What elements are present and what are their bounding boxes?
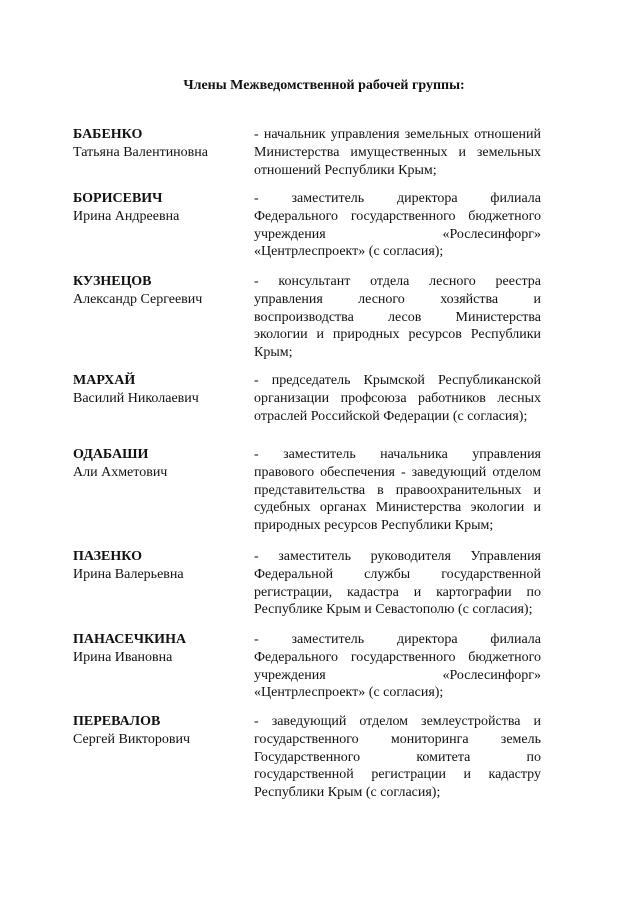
member-role [254, 713, 541, 802]
member-surname: ПЕРЕВАЛОВ [73, 714, 161, 729]
member-given-names: Ирина Валерьевна [73, 566, 184, 582]
member-person [73, 713, 243, 749]
member-surname: ПАЗЕНКО [73, 549, 142, 564]
member-role-line: - начальник управления земельных отношений [254, 127, 541, 142]
member-role [254, 372, 541, 425]
member-role [254, 126, 541, 179]
member-role-line: «Центрлеспроект» (с согласия); [254, 685, 444, 701]
member-person [73, 190, 243, 226]
member-role-line: - председатель Крымской Республиканской [254, 373, 541, 388]
member-role-line: государственной регистрации и кадастру [254, 767, 541, 783]
member-person [73, 372, 243, 408]
member-role-line: природных ресурсов Республики Крым; [254, 518, 494, 534]
member-given-names: Али Ахметович [73, 464, 168, 480]
member-role-line: Крым; [254, 345, 293, 361]
member-role [254, 548, 541, 619]
member-role-line: Федерального государственного бюджетного [254, 649, 541, 665]
member-person [73, 631, 243, 667]
member-given-names: Александр Сергеевич [73, 291, 203, 307]
member-person [73, 446, 243, 482]
member-role-line: - заместитель директора филиала [254, 191, 541, 206]
member-role-line: правового обеспечения - заведующий отделом [254, 464, 541, 480]
member-role [254, 273, 541, 362]
member-role-line: - заведующий отделом землеустройства и [254, 714, 541, 729]
member-surname: ПАНАСЕЧКИНА [73, 632, 187, 647]
member-given-names: Ирина Ивановна [73, 649, 173, 665]
member-role-line: отношений Республики Крым; [254, 162, 437, 178]
member-role-line: Республики Крым (с согласия); [254, 785, 441, 801]
member-role-line: учреждения «Рослесинфорг» [254, 226, 541, 242]
member-role-line: экологии и природных ресурсов Республики [254, 327, 541, 343]
member-role-line: - заместитель директора филиала [254, 632, 541, 647]
document-title: Члены Межведомственной рабочей группы: [183, 78, 465, 93]
member-role-line: управления лесного хозяйства и [254, 291, 541, 307]
member-role [254, 190, 541, 261]
member-role [254, 446, 541, 535]
member-role-line: - заместитель руководителя Управления [254, 549, 541, 564]
member-role-line: учреждения «Рослесинфорг» [254, 667, 541, 683]
member-role-line: Министерства имущественных и земельных [254, 144, 541, 160]
member-role [254, 631, 541, 702]
member-role-line: «Центрлеспроект» (с согласия); [254, 244, 444, 260]
member-role-line: Государственного комитета по [254, 749, 541, 765]
member-person [73, 273, 243, 309]
member-surname: БОРИСЕВИЧ [73, 191, 163, 206]
member-role-line: представительства в правоохранительных и [254, 482, 541, 498]
member-role-line: - консультант отдела лесного реестра [254, 274, 541, 289]
member-role-line: регистрации, кадастра и картографии по [254, 584, 541, 600]
member-person [73, 548, 243, 584]
member-surname: МАРХАЙ [73, 373, 136, 388]
member-role-line: судебных органах Министерства экологии и [254, 500, 541, 516]
member-role-line: Республике Крым и Севастополю (с согласия); [254, 602, 533, 618]
member-given-names: Ирина Андреевна [73, 208, 180, 224]
member-role-line: воспроизводства лесов Министерства [254, 309, 541, 325]
member-given-names: Сергей Викторович [73, 731, 191, 747]
member-given-names: Василий Николаевич [73, 390, 199, 406]
member-role-line: Федеральной службы государственной [254, 566, 541, 582]
member-role-line: - заместитель начальника управления [254, 447, 541, 462]
member-given-names: Татьяна Валентиновна [73, 144, 208, 160]
member-person [73, 126, 243, 162]
member-role-line: организации профсоюза работников лесных [254, 390, 541, 406]
member-surname: ОДАБАШИ [73, 447, 149, 462]
member-role-line: Федерального государственного бюджетного [254, 208, 541, 224]
member-role-line: государственного мониторинга земель [254, 731, 541, 747]
member-surname: КУЗНЕЦОВ [73, 274, 152, 289]
member-role-line: отраслей Российской Федерации (с согласия); [254, 408, 528, 424]
member-surname: БАБЕНКО [73, 127, 143, 142]
